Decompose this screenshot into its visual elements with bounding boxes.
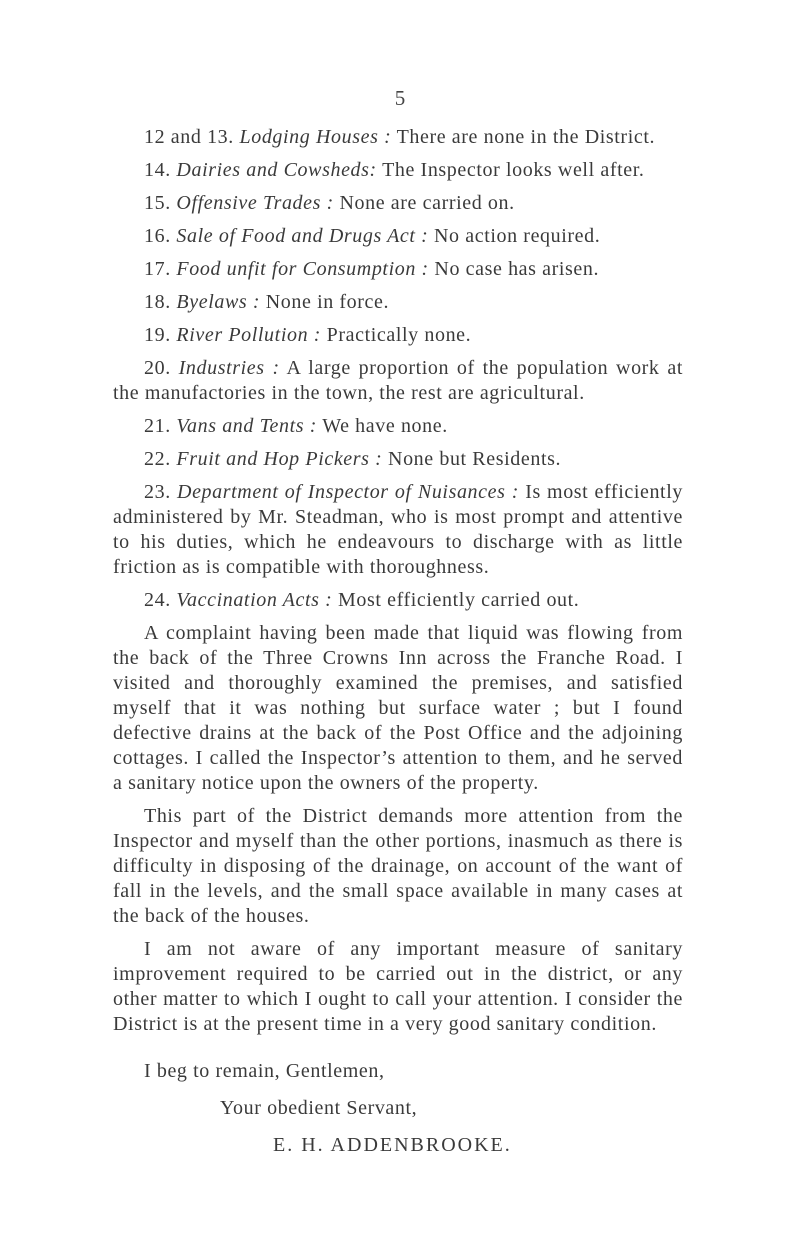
item-text: A large proportion of the population work at the manufactories in the town, the rest are agricultural. <box>113 357 683 404</box>
item-16 <box>113 224 683 249</box>
item-22 <box>113 447 683 472</box>
item-text: None are carried on. <box>339 192 515 214</box>
item-heading: Industries : <box>178 357 280 379</box>
item-heading: Offensive Trades : <box>176 192 334 214</box>
item-number: 14. <box>144 159 171 181</box>
report-body <box>113 125 683 1170</box>
item-number: 22. <box>144 448 171 470</box>
item-text: No case has arisen. <box>434 258 600 280</box>
item-number: 20. <box>144 357 171 379</box>
signature: E. H. ADDENBROOKE. <box>273 1134 512 1156</box>
item-number: 15. <box>144 192 171 214</box>
item-17 <box>113 257 683 282</box>
item-text: Most efficiently carried out. <box>338 589 580 611</box>
item-text: Is most efficiently administered by Mr. Steadman, who is most prompt and attentive to his duties, which he endeavours to discharge with as little friction as is compatible with thoroughness. <box>113 481 683 578</box>
item-text: Practically none. <box>326 324 472 346</box>
item-21 <box>113 414 683 439</box>
item-text: None in force. <box>265 291 390 313</box>
page-number: 5 <box>394 86 406 110</box>
item-number: 12 and 13. <box>144 126 234 148</box>
item-number: 19. <box>144 324 171 346</box>
item-heading: Vaccination Acts : <box>176 589 333 611</box>
item-heading: Department of Inspector of Nuisances : <box>177 481 519 503</box>
item-12-13 <box>113 125 683 150</box>
item-number: 24. <box>144 589 171 611</box>
item-heading: Food unfit for Consumption : <box>176 258 429 280</box>
item-heading: Byelaws : <box>176 291 261 313</box>
closing-block <box>113 1059 683 1158</box>
item-text: The Inspector looks well after. <box>382 159 645 181</box>
closing-servant: Your obedient Servant, <box>220 1097 418 1119</box>
item-24 <box>113 588 683 613</box>
closing-salutation: I beg to remain, Gentlemen, <box>144 1060 385 1082</box>
item-number: 21. <box>144 415 171 437</box>
item-heading: Fruit and Hop Pickers : <box>176 448 383 470</box>
item-heading: Vans and Tents : <box>176 415 317 437</box>
item-number: 16. <box>144 225 171 247</box>
item-text: No action required. <box>434 225 601 247</box>
complaint-paragraph: A complaint having been made that liquid was flowing from the back of the Three Crowns Inn across the Franche Road. I visited and thoroughly examined the premises, and satisfied myself that it was nothing but surface water ; but I found defective drains at the back of the Post Office and the adjoining cottages. I called the Inspector’s attention to them, and he served a sanitary notice upon the owners of the property. <box>113 622 683 794</box>
item-text: We have none. <box>322 415 448 437</box>
item-19 <box>113 323 683 348</box>
item-heading: River Pollution : <box>176 324 322 346</box>
item-15 <box>113 191 683 216</box>
item-number: 18. <box>144 291 171 313</box>
item-23 <box>113 480 683 580</box>
item-18 <box>113 290 683 315</box>
item-heading: Sale of Food and Drugs Act : <box>176 225 429 247</box>
item-heading: Lodging Houses : <box>239 126 392 148</box>
item-20 <box>113 356 683 406</box>
item-text: There are none in the District. <box>396 126 656 148</box>
item-heading: Dairies and Cowsheds: <box>176 159 377 181</box>
item-text: None but Residents. <box>388 448 562 470</box>
item-number: 17. <box>144 258 171 280</box>
item-14 <box>113 158 683 183</box>
item-number: 23. <box>144 481 171 503</box>
sanitary-condition-paragraph: I am not aware of any important measure of sanitary improvement required to be carried out in the district, or any other matter to which I ought to call your attention. I consider the District is at the present time in a very good sanitary condition. <box>113 938 683 1035</box>
district-attention-paragraph: This part of the District demands more attention from the Inspector and myself than the other portions, inasmuch as there is difficulty in disposing of the drainage, on account of the want of fall in the levels, and the small space available in many cases at the back of the houses. <box>113 805 683 927</box>
